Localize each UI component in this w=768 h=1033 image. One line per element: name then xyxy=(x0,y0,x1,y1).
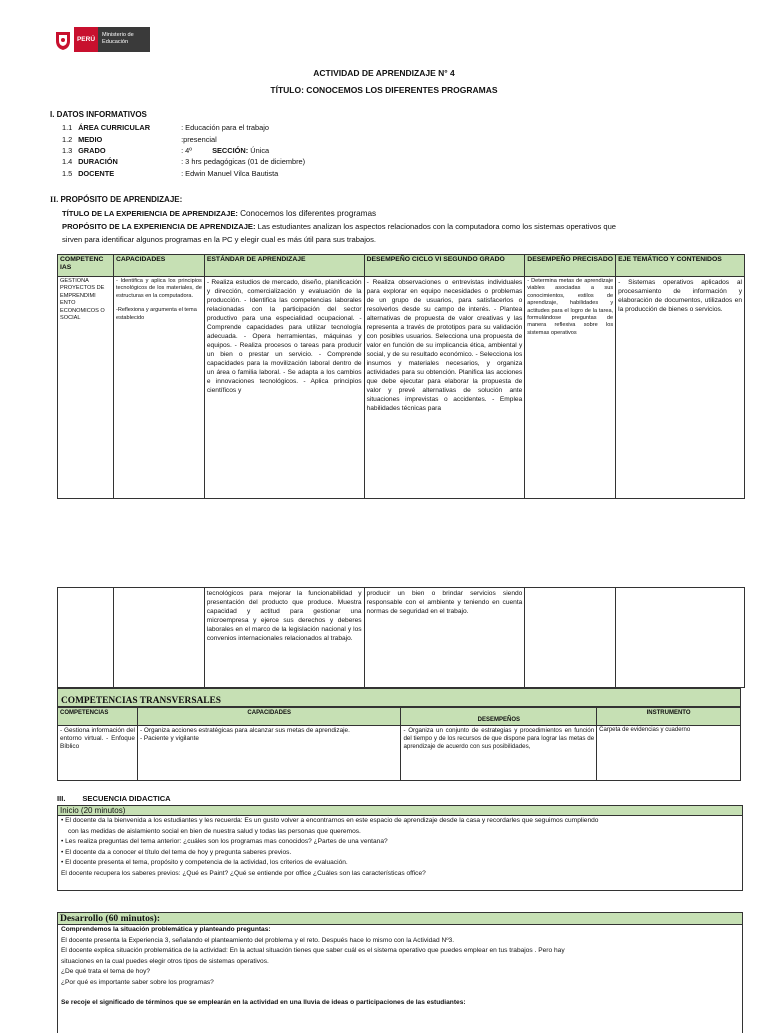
inicio-line: El docente recupera los saberes previos: ¿Qué es Paint? ¿Qué se entiende por office ¿Cuáles son las características office? xyxy=(61,869,426,877)
proposito-heading xyxy=(50,195,182,204)
desarrollo-line: ¿Por qué es importante saber sobre los programas? xyxy=(61,978,214,986)
secuencia-num: III. xyxy=(57,794,66,803)
desarrollo-title: Desarrollo (60 minutos): xyxy=(58,913,742,925)
secuencia-heading xyxy=(57,794,171,803)
col-capacidades: CAPACIDADES xyxy=(113,255,204,277)
transversales-title-bar xyxy=(57,688,741,707)
info-num: 1.1 xyxy=(62,123,73,132)
inicio-line: con las medidas de aislamiento social en bien de nuestra salud y todas las personas que queremos. xyxy=(68,827,361,835)
desarrollo-line: situaciones en la cual puedes elegir otros tipos de sistemas operativos. xyxy=(61,957,269,965)
info-num: 1.3 xyxy=(62,146,73,155)
info-row-grado xyxy=(62,146,269,155)
info-num: 1.4 xyxy=(62,157,73,166)
transversal-capacidad-1: - Organiza acciones estratégicas para alcanzar sus metas de aprendizaje. xyxy=(139,727,350,734)
desempeno-cell: - Realiza observaciones o entrevistas individuales para explorar en equipo necesidades o problemas de un grupo de usuarios, para satisfacerlos o resolverlos desde su campo de interés. - Plantea alternativas de propuesta de valor creativas y las representa a través de prototipos para su validación con posibles usuarios. Selecciona una propuesta de valor en función de su implicancia ética, ambiental y social, y de su resultado económico. - Selecciona los insumos y materiales necesarios, y organiza actividades para su obtención. Planifica las acciones que debe ejecutar para elaborar la propuesta de valor y prevé alternativas de solución ante situaciones imprevistas o accidentes. - Emplea habilidades técnicas para xyxy=(364,277,525,499)
col-competencias: COMPETENCIAS xyxy=(58,708,138,726)
table-row xyxy=(58,277,745,499)
transversal-instrumento: Carpeta de evidencias y cuaderno xyxy=(597,726,741,781)
capacidades-cell xyxy=(113,277,204,499)
desarrollo-last-line: Se recoje el significado de términos que se emplearán en la actividad en una lluvia de ideas o participaciones de las estudiantes: xyxy=(61,998,466,1006)
inicio-line: • El docente da a conocer el título del tema de hoy y pregunta saberes previos. xyxy=(61,848,292,856)
info-value: : 3 hrs pedagógicas (01 de diciembre) xyxy=(181,157,306,166)
inicio-title: Inicio (20 minutos) xyxy=(58,806,742,816)
ministry-logo xyxy=(52,27,150,52)
estandar-cell: - Realiza estudios de mercado, diseño, planificación y dirección, comercialización y evaluación de la producción. - Identifica las competencias laborales relacionadas con la participación del sector productivo para una especialidad ocupacional. - Comprende capacidades para utilizar tecnología adecuada. - Opera herramientas, máquinas y equipos. - Realiza procesos o tareas para producir un bien o prestar un servicio. - Comprende capacidades para la movilización laboral dentro de un área o familia laboral. - Se adapta a los cambios e innovaciones tecnológicos. - Aplica principios científicos y xyxy=(204,277,364,499)
inicio-box xyxy=(57,805,743,891)
col-desempeno: DESEMPEÑO CICLO VI SEGUNDO GRADO xyxy=(364,255,525,277)
prop-value: Las estudiantes analizan los aspectos relacionados con la computadora como los sistemas operativos que xyxy=(257,222,617,231)
col-competencias: COMPETENC IAS xyxy=(58,255,114,277)
inicio-content xyxy=(58,816,742,880)
desarrollo-line: El docente explica situación problemática de la actividad: En la actual situación tienes que saber cuál es el sistema operativo que puedes emplear en tus trabajos . Pero hay xyxy=(61,947,565,955)
desempeno-cont-cell: producir un bien o brindar servicios siendo responsable con el ambiente y teniendo en cuenta normas de seguridad en el trabajo. xyxy=(364,588,525,688)
estandar-cont-cell: tecnológicos para mejorar la funcionabilidad y presentación del producto que produce. Muestra capacidad y actitud para gestionar una microempresa y ejerce sus derechos y deberes laborales en el marco de la legislación nacional y los convenios internacionales relacionados al trabajo. xyxy=(204,588,364,688)
inicio-line: • Les realiza preguntas del tema anterior: ¿cuáles son los programas mas conocidos? ¿Partes de una ventana? xyxy=(61,838,388,846)
transversal-capacidad-2: - Paciente y vigilante xyxy=(139,735,199,743)
table-row xyxy=(58,726,741,781)
transversal-capacidades xyxy=(137,726,401,781)
col-eje: EJE TEMÁTICO Y CONTENIDOS xyxy=(616,255,745,277)
desarrollo-content xyxy=(58,925,742,1008)
prop-key: PROPÓSITO DE LA EXPERIENCIA DE APRENDIZAJE: xyxy=(62,222,256,231)
transversales-table xyxy=(57,707,741,781)
competencias-table-cont xyxy=(57,587,745,688)
info-key: GRADO xyxy=(78,146,106,155)
empty-cell xyxy=(616,588,745,688)
activity-title: ACTIVIDAD DE APRENDIZAJE N° 4 xyxy=(313,68,455,78)
empty-cell xyxy=(58,588,114,688)
col-desempenos: DESEMPEÑOS xyxy=(401,708,597,726)
empty-cell xyxy=(525,588,616,688)
peru-shield-icon xyxy=(52,27,74,52)
table-header-row xyxy=(58,255,745,277)
col-precisado: DESEMPEÑO PRECISADO xyxy=(525,255,616,277)
secuencia-label: SECUENCIA DIDACTICA xyxy=(82,794,171,803)
titulo-experiencia xyxy=(62,209,376,218)
inicio-line: • El docente da la bienvenida a los estudiantes y les recuerda: Es un gusto volver a encontrarnos en este espacio de aprendizaje desde la casa y recordarles que seguimos cumpliendo xyxy=(61,817,599,824)
info-num: 1.2 xyxy=(62,135,73,144)
info-value: : Edwin Manuel Vilca Bautista xyxy=(181,169,279,178)
transversal-desempenos: - Organiza un conjunto de estrategias y procedimientos en función del tiempo y de los recursos de que dispone para lograr las metas de aprendizaje de acuerdo con sus posibilidades, xyxy=(401,726,597,781)
capacidad-1: - Identifica y aplica los principios tecnológicos de los materiales, de estructuras en la computadora. xyxy=(115,278,202,299)
proposito-experiencia xyxy=(62,222,762,231)
desarrollo-subtitle: Comprendemos la situación problemática y planteando preguntas: xyxy=(61,926,271,933)
transversal-competencias: - Gestiona información del entorno virtual. - Enfoque Bíblico xyxy=(58,726,138,781)
col-capacidades: CAPACIDADES xyxy=(137,708,401,726)
transversales-title: COMPETENCIAS TRANSVERSALES xyxy=(61,696,222,706)
precisado-cell: - Determina metas de aprendizaje viables asociadas a sus conocimientos, estilos de aprendizaje, habilidades y actitudes para el logro de la tarea, formulándose preguntas de manera reflexiva sobre los sistemas operativos xyxy=(525,277,616,499)
desarrollo-line: ¿De qué trata el tema de hoy? xyxy=(61,968,151,976)
info-row-area xyxy=(62,123,269,132)
desarrollo-box xyxy=(57,912,743,1033)
info-key: MEDIO xyxy=(78,135,103,144)
proposito-line2: sirven para identificar algunos programas en la PC y elegir cual es más útil para sus trabajos. xyxy=(62,235,377,244)
col-estandar: ESTÁNDAR DE APRENDIZAJE xyxy=(204,255,364,277)
info-value: :presencial xyxy=(181,135,217,144)
seccion-value: Única xyxy=(250,146,270,155)
info-num: 1.5 xyxy=(62,169,73,178)
seccion-key: SECCIÓN: xyxy=(212,146,249,155)
info-row-duracion xyxy=(62,157,305,166)
info-value: : 4º xyxy=(181,146,192,155)
info-row-medio xyxy=(62,135,217,144)
logo-country: PERÚ xyxy=(74,27,98,52)
table-header-row xyxy=(58,708,741,726)
col-instrumento: INSTRUMENTO xyxy=(597,708,741,726)
table-row xyxy=(58,588,745,688)
competencias-cell: GESTIONA PROYECTOS DE EMPRENDIMI ENTO ECONOMICOS O SOCIAL xyxy=(58,277,114,499)
proposito-num: II. xyxy=(50,195,59,204)
logo-ministry: Ministerio de Educación xyxy=(98,27,150,52)
proposito-label: PROPÓSITO DE APRENDIZAJE: xyxy=(60,195,183,204)
datos-heading: I. DATOS INFORMATIVOS xyxy=(50,110,147,119)
eje-cell: - Sistemas operativos aplicados al procesamiento de información y elaboración de documentos, utilizados en la producción de bienes o servicios. xyxy=(616,277,745,499)
inicio-line: • El docente presenta el tema, propósito y competencia de la actividad, los criterios de evaluación. xyxy=(61,859,348,867)
titulo-value: Conocemos los diferentes programas xyxy=(240,209,377,218)
titulo-key: TÍTULO DE LA EXPERIENCIA DE APRENDIZAJE: xyxy=(62,209,238,218)
info-key: ÁREA CURRICULAR xyxy=(78,123,151,132)
competencias-table xyxy=(57,254,745,499)
info-row-docente xyxy=(62,169,278,178)
info-key: DURACIÓN xyxy=(78,157,118,166)
empty-cell xyxy=(113,588,204,688)
info-value: : Educación para el trabajo xyxy=(181,123,269,132)
capacidad-2: -Reflexiona y argumenta el tema establecido xyxy=(115,307,197,321)
desarrollo-line: El docente presenta la Experiencia 3, señalando el planteamiento del problema y el reto. Después hace lo mismo con la Actividad Nº3. xyxy=(61,936,455,944)
activity-subtitle: TÍTULO: CONOCEMOS LOS DIFERENTES PROGRAMAS xyxy=(270,85,498,95)
info-key: DOCENTE xyxy=(78,169,115,178)
